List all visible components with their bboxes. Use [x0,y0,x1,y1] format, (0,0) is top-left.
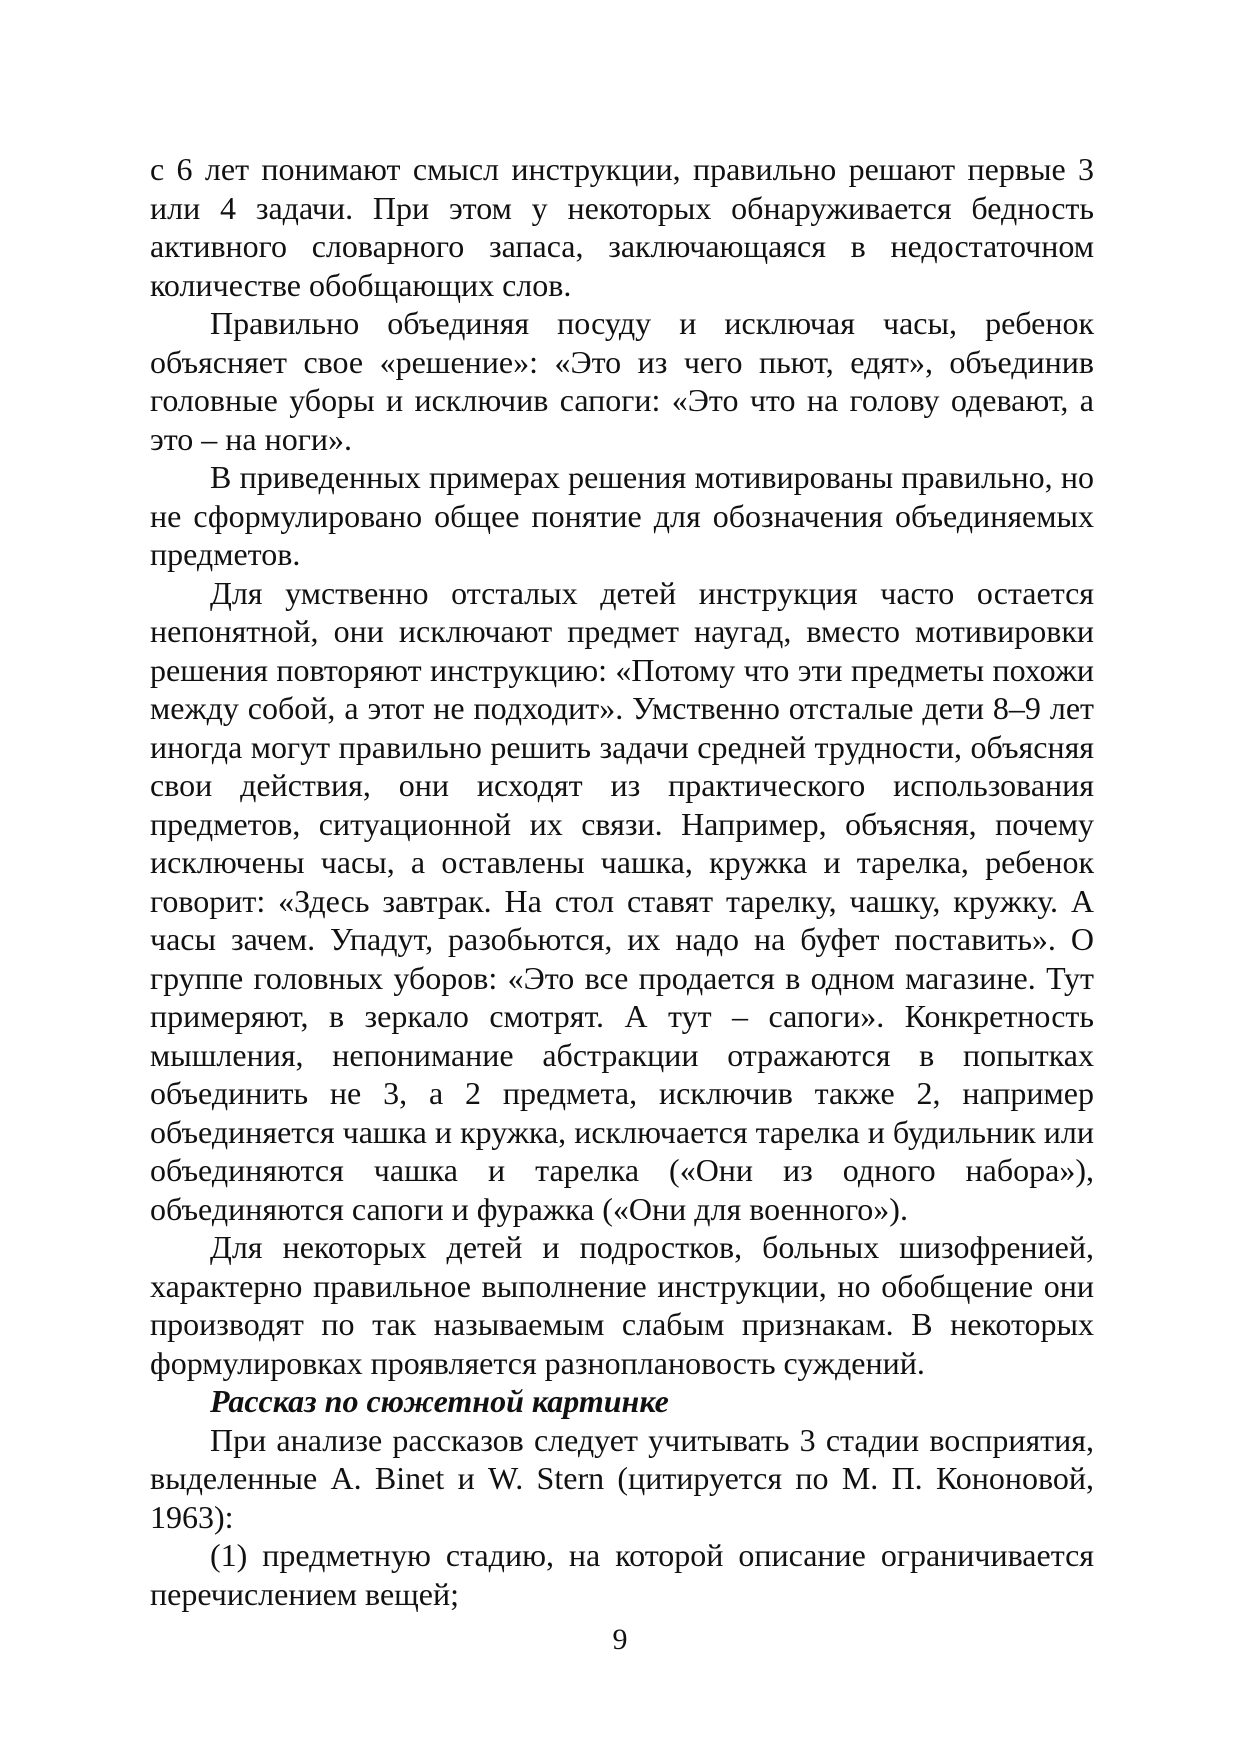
paragraph: В приведенных примерах решения мотивированы правильно, но не сформулировано общее понятие для обозначения объединяемых предметов. [150,459,1094,572]
paragraph: Правильно объединяя посуду и исключая часы, ребенок объясняет свое «решение»: «Это из чего пьют, едят», объединив головные уборы и исключив сапоги: «Это что на голову одевают, а это – на ноги». [150,305,1094,457]
paragraph: Для некоторых детей и подростков, больных шизофренией, характерно правильное выполнение инструкции, но обобщение они производят по так называемым слабым признакам. В некоторых формулировках проявляется разноплановость суждений. [150,1229,1094,1381]
paragraph: Для умственно отсталых детей инструкция часто остается непонятной, они исключают предмет наугад, вместо мотивировки решения повторяют инструкцию: «Потому что эти предметы похожи между собой, а этот не подходит». Умственно отсталые дети 8–9 лет иногда могут правильно решить задачи средней трудности, объясняя свои действия, они исходят из практического использования предметов, ситуационной их связи. Например, объясняя, почему исключены часы, а оставлены чашка, кружка и тарелка, ребенок говорит: «Здесь завтрак. На стол ставят тарелку, чашку, кружку. А часы зачем. Упадут, разобьются, их надо на буфет поставить». О группе головных уборов: «Это все продается в одном магазине. Тут примеряют, в зеркало смотрят. А тут – сапоги». Конкретность мышления, непонимание абстракции отражаются в попытках объединить не 3, а 2 предмета, исключив также 2, например объединяется чашка и кружка, исключается тарелка и будильник или объединяются чашка и тарелка («Они из одного набора»), объединяются сапоги и фуражка («Они для военного»). [150,574,1094,1227]
paragraph: При анализе рассказов следует учитывать 3 стадии восприятия, выделенные A. Binet и W. Stern (цитируется по М. П. Кононовой, 1963): [150,1421,1094,1535]
section-heading: Рассказ по сюжетной картинке [210,1383,669,1419]
paragraph: с 6 лет понимают смысл инструкции, правильно решают первые 3 или 4 задачи. При этом у некоторых обнаруживается бедность активного словарного запаса, заключающаяся в недостаточном количестве обобщающих слов. [150,151,1094,303]
page-number: 9 [612,1623,628,1656]
body-text [150,150,1094,1613]
paragraph: (1) предметную стадию, на которой описание ограничивается перечислением вещей; [150,1537,1094,1612]
